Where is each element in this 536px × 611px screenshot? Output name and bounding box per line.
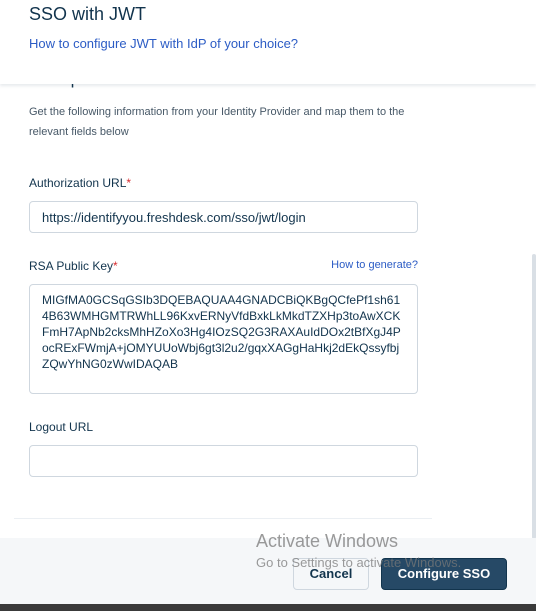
panel-footer [0,538,536,604]
cancel-button[interactable]: Cancel [293,558,369,590]
required-asterisk: * [126,176,132,190]
required-asterisk: * [113,259,118,273]
authorization-url-input[interactable]: https://identifyyou.freshdesk.com/sso/jwt/login [29,201,418,233]
form-scroll-area[interactable] [0,84,536,538]
watermark-subtitle: Go to Settings to activate Windows. [256,555,462,570]
page-title: SSO with JWT [29,4,147,24]
how-to-generate-link[interactable]: How to generate? [331,259,418,271]
configure-jwt-help-link[interactable]: How to configure JWT with IdP of your choice? [29,36,299,51]
panel-header [0,0,536,84]
configure-sso-button[interactable]: Configure SSO [381,558,507,590]
logout-url-input[interactable] [29,445,418,477]
rsa-public-key-label [29,259,118,273]
section-description: Get the following information from your Identity Provider and map them to the relevant fields below [29,106,405,138]
authorization-url-label-text: Authorization URL [29,176,127,190]
taskbar-edge [0,604,536,611]
authorization-url-label [29,176,131,190]
watermark-title: Activate Windows [256,531,399,551]
rsa-public-key-textarea[interactable]: MIGfMA0GCSqGSIb3DQEBAQUAA4GNADCBiQKBgQCfePf1sh614B63WMHGMTRWhLL96KxvERNyVfdBxkLkMkdTZXHp3toAwXCKFmH7ApNb2cksMhHZoXo3Hg4IOzSQ2G3RAXAuIdDOx2tBfXgJ4PocRExFWmjA+jOMYUUoWbj6gt3l2u2/gqxXAGgHaHkj2dEkQssyfbjZQwYhNG0zWwIDAQAB [29,284,418,394]
logout-url-label: Logout URL [29,420,94,434]
form-divider [14,518,432,519]
rsa-public-key-label-text: RSA Public Key [29,259,114,273]
